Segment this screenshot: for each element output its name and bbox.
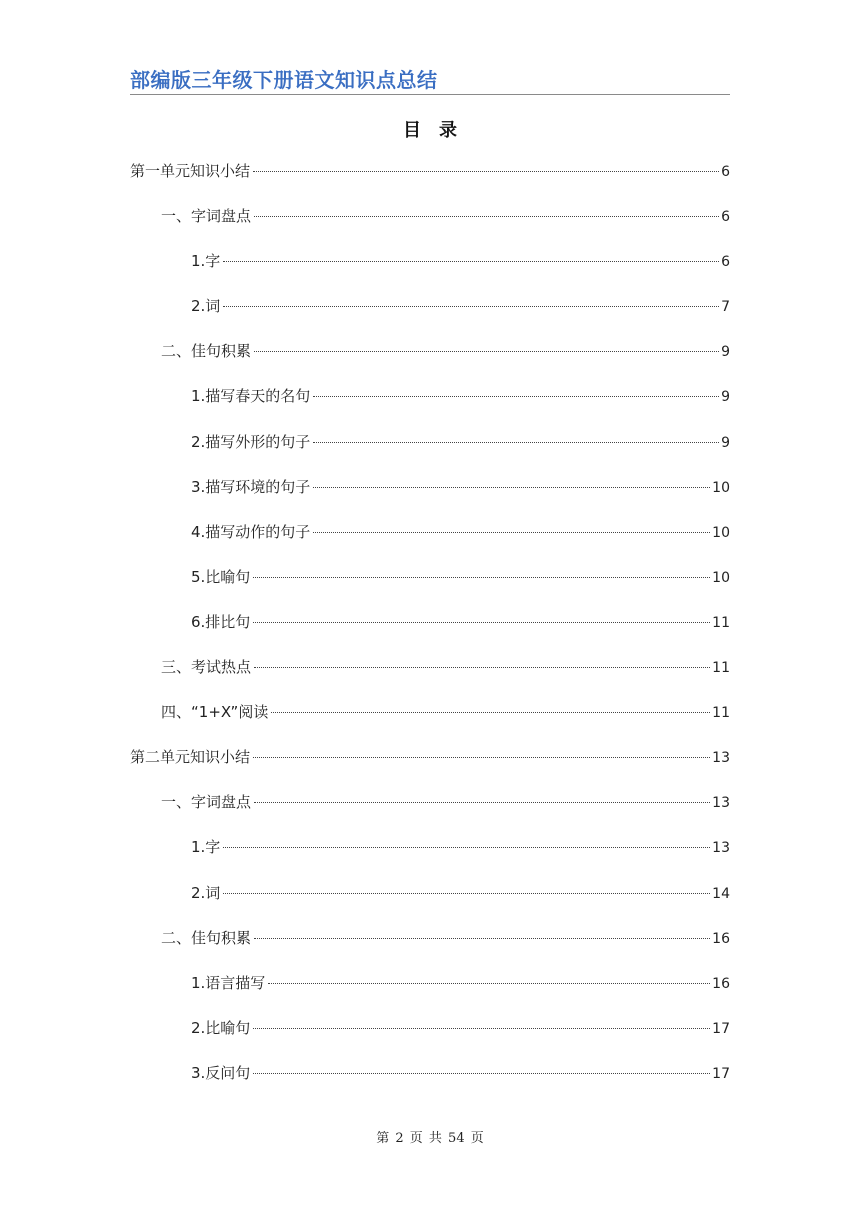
toc-entry[interactable] [130, 149, 730, 194]
toc-dot-leader [223, 306, 719, 307]
toc-entry-label: 3.描写环境的句子 [191, 477, 311, 496]
toc-entry-label: 2.比喻句 [191, 1018, 251, 1037]
toc-entry-label: 2.词 [191, 883, 221, 902]
toc-entry-label: 1.字 [191, 838, 221, 857]
toc-entry-label: 2.词 [191, 297, 221, 316]
toc-dot-leader [254, 351, 719, 352]
toc-dot-leader [254, 667, 710, 668]
toc-entry[interactable] [130, 645, 730, 690]
toc-dot-leader [254, 802, 710, 803]
toc-entry-label: 1.描写春天的名句 [191, 387, 311, 406]
toc-entry-page-number: 13 [712, 750, 730, 767]
toc-entry-label: 2.描写外形的句子 [191, 432, 311, 451]
toc-dot-leader [313, 532, 710, 533]
toc-entry[interactable] [130, 329, 730, 374]
toc-entry-page-number: 10 [712, 479, 730, 496]
toc-dot-leader [253, 622, 710, 623]
toc-entry[interactable] [130, 1051, 730, 1096]
page-header [130, 60, 730, 95]
toc-dot-leader [253, 757, 710, 758]
toc-entry[interactable] [130, 1006, 730, 1051]
toc-entry[interactable] [130, 420, 730, 465]
toc-entry[interactable] [130, 961, 730, 1006]
toc-dot-leader [253, 577, 710, 578]
toc-heading: 目 录 [403, 120, 457, 141]
toc-dot-leader [313, 442, 719, 443]
toc-entry-page-number: 6 [721, 254, 730, 271]
toc-entry[interactable] [130, 510, 730, 555]
toc-dot-leader [271, 712, 710, 713]
toc-entry-page-number: 9 [721, 344, 730, 361]
page-footer: 第 2 页 共 54 页 [376, 1131, 484, 1146]
toc-entry-page-number: 6 [721, 209, 730, 226]
toc-dot-leader [313, 487, 710, 488]
toc-entry[interactable] [130, 555, 730, 600]
toc-entry-page-number: 13 [712, 840, 730, 857]
toc-entry-label: 四、“1+X”阅读 [161, 703, 269, 722]
toc-entry-page-number: 17 [712, 1065, 730, 1082]
toc-entry-label: 第二单元知识小结 [130, 748, 251, 767]
toc-entry-page-number: 10 [712, 569, 730, 586]
toc-entry-label: 三、考试热点 [161, 658, 252, 677]
toc-entry[interactable] [130, 690, 730, 735]
toc-dot-leader [254, 216, 719, 217]
toc-dot-leader [254, 938, 710, 939]
toc-entry-page-number: 16 [712, 975, 730, 992]
toc-dot-leader [313, 396, 719, 397]
toc-entry[interactable] [130, 825, 730, 870]
toc-dot-leader [253, 171, 719, 172]
toc-dot-leader [223, 847, 710, 848]
toc-entry[interactable] [130, 600, 730, 645]
toc-entry-label: 1.字 [191, 252, 221, 271]
toc-entry-page-number: 17 [712, 1020, 730, 1037]
toc-entry-label: 二、佳句积累 [161, 342, 252, 361]
toc-entry-label: 二、佳句积累 [161, 928, 252, 947]
toc-entry[interactable] [130, 735, 730, 780]
toc-dot-leader [223, 261, 719, 262]
table-of-contents [130, 149, 730, 1096]
toc-entry[interactable] [130, 239, 730, 284]
document-title: 部编版三年级下册语文知识点总结 [130, 68, 438, 92]
toc-entry-page-number: 10 [712, 524, 730, 541]
toc-entry-page-number: 7 [721, 299, 730, 316]
toc-entry[interactable] [130, 916, 730, 961]
toc-entry[interactable] [130, 780, 730, 825]
toc-entry-page-number: 11 [712, 660, 730, 677]
toc-entry[interactable] [130, 871, 730, 916]
toc-entry-page-number: 13 [712, 795, 730, 812]
toc-entry-label: 5.比喻句 [191, 567, 251, 586]
toc-entry-label: 6.排比句 [191, 612, 251, 631]
toc-entry-page-number: 14 [712, 885, 730, 902]
toc-entry-label: 4.描写动作的句子 [191, 522, 311, 541]
toc-entry-label: 一、字词盘点 [161, 207, 252, 226]
toc-entry-label: 3.反问句 [191, 1063, 251, 1082]
toc-entry-label: 1.语言描写 [191, 973, 266, 992]
toc-entry[interactable] [130, 465, 730, 510]
toc-dot-leader [223, 893, 710, 894]
toc-entry[interactable] [130, 284, 730, 329]
toc-entry[interactable] [130, 194, 730, 239]
toc-entry-page-number: 11 [712, 705, 730, 722]
toc-entry-label: 一、字词盘点 [161, 793, 252, 812]
toc-entry[interactable] [130, 374, 730, 419]
toc-entry-page-number: 11 [712, 614, 730, 631]
toc-entry-page-number: 9 [721, 434, 730, 451]
toc-dot-leader [253, 1028, 710, 1029]
toc-entry-page-number: 6 [721, 164, 730, 180]
toc-entry-label: 第一单元知识小结 [130, 162, 251, 180]
toc-entry-page-number: 9 [721, 389, 730, 406]
toc-dot-leader [268, 983, 710, 984]
toc-dot-leader [253, 1073, 710, 1074]
toc-entry-page-number: 16 [712, 930, 730, 947]
